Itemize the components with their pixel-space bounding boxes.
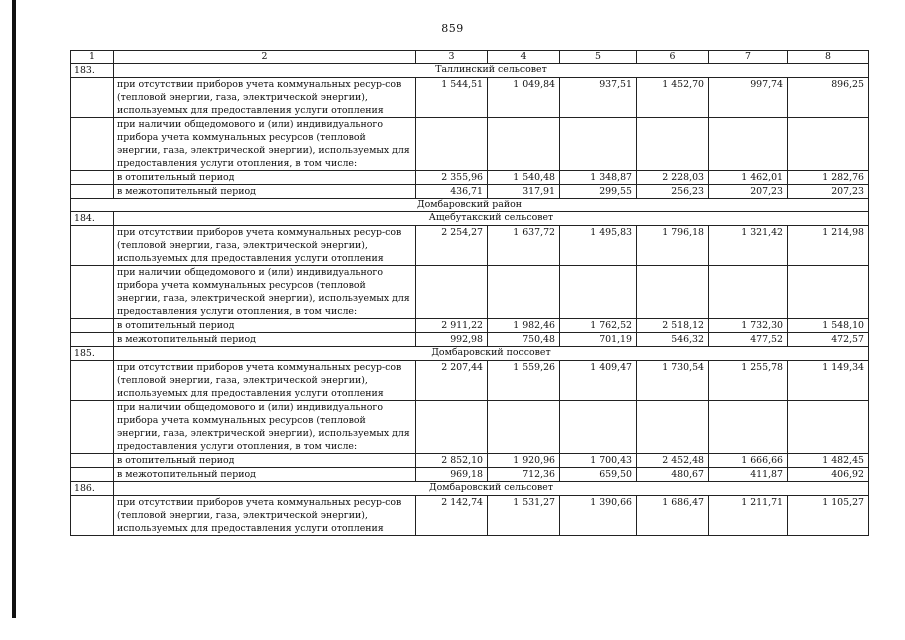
row-description: при отсутствии приборов учета коммунальных ресур-сов (тепловой энергии, газа, электрической энергии), используемых для предоставления услуги отопления	[114, 496, 416, 536]
value-cell	[488, 401, 560, 454]
value-cell: 1 211,71	[709, 496, 788, 536]
value-cell: 659,50	[560, 468, 637, 482]
value-cell: 1 730,54	[637, 361, 709, 401]
value-cell: 436,71	[416, 185, 488, 199]
value-cell: 1 214,98	[788, 226, 869, 266]
value-cell: 299,55	[560, 185, 637, 199]
value-cell: 712,36	[488, 468, 560, 482]
value-cell: 1 559,26	[488, 361, 560, 401]
value-cell: 2 911,22	[416, 319, 488, 333]
header-row	[71, 51, 869, 64]
row-description: в отопительный период	[114, 171, 416, 185]
row-description: при наличии общедомового и (или) индивидуального прибора учета коммунальных ресурсов (тепловой энергии, газа, электрической энергии), используемых для предоставления услуги отопления, в том числе:	[114, 401, 416, 454]
section-title: Таллинский сельсовет	[114, 64, 869, 78]
table-row	[71, 319, 869, 333]
value-cell: 2 452,48	[637, 454, 709, 468]
table-row	[71, 185, 869, 199]
column-header: 3	[416, 51, 488, 64]
value-cell: 896,25	[788, 78, 869, 118]
row-description: при отсутствии приборов учета коммунальных ресур-сов (тепловой энергии, газа, электрической энергии), используемых для предоставления услуги отопления	[114, 78, 416, 118]
value-cell: 1 732,30	[709, 319, 788, 333]
value-cell	[637, 118, 709, 171]
value-cell: 256,23	[637, 185, 709, 199]
row-description: в отопительный период	[114, 454, 416, 468]
row-index	[71, 361, 114, 401]
row-index	[71, 454, 114, 468]
value-cell	[416, 118, 488, 171]
value-cell	[560, 401, 637, 454]
row-index	[71, 226, 114, 266]
row-index: 184.	[71, 212, 114, 226]
value-cell: 406,92	[788, 468, 869, 482]
row-description: при наличии общедомового и (или) индивидуального прибора учета коммунальных ресурсов (тепловой энергии, газа, электрической энергии), используемых для предоставления услуги отопления, в том числе:	[114, 266, 416, 319]
column-header: 7	[709, 51, 788, 64]
value-cell: 1 700,43	[560, 454, 637, 468]
table-row	[71, 118, 869, 171]
row-index	[71, 319, 114, 333]
row-index: 183.	[71, 64, 114, 78]
value-cell: 207,23	[788, 185, 869, 199]
value-cell	[560, 118, 637, 171]
value-cell: 2 228,03	[637, 171, 709, 185]
value-cell: 1 348,87	[560, 171, 637, 185]
column-header: 8	[788, 51, 869, 64]
value-cell	[709, 118, 788, 171]
row-index	[71, 266, 114, 319]
value-cell: 1 666,66	[709, 454, 788, 468]
section-row	[71, 64, 869, 78]
table-row	[71, 361, 869, 401]
value-cell: 1 452,70	[637, 78, 709, 118]
row-index: 186.	[71, 482, 114, 496]
value-cell: 1 531,27	[488, 496, 560, 536]
value-cell: 1 255,78	[709, 361, 788, 401]
value-cell	[488, 266, 560, 319]
table-row	[71, 333, 869, 347]
row-index	[71, 468, 114, 482]
value-cell: 207,23	[709, 185, 788, 199]
district-row	[71, 199, 869, 212]
row-description: при отсутствии приборов учета коммунальных ресур-сов (тепловой энергии, газа, электрической энергии), используемых для предоставления услуги отопления	[114, 361, 416, 401]
row-description: в отопительный период	[114, 319, 416, 333]
value-cell	[416, 266, 488, 319]
row-index	[71, 78, 114, 118]
page-number: 859	[441, 22, 464, 35]
value-cell	[788, 266, 869, 319]
district-title: Домбаровский район	[71, 199, 869, 212]
table-row	[71, 226, 869, 266]
section-row	[71, 482, 869, 496]
value-cell: 1 686,47	[637, 496, 709, 536]
value-cell: 411,87	[709, 468, 788, 482]
table-row	[71, 171, 869, 185]
value-cell: 701,19	[560, 333, 637, 347]
value-cell: 937,51	[560, 78, 637, 118]
value-cell: 1 149,34	[788, 361, 869, 401]
value-cell: 546,32	[637, 333, 709, 347]
value-cell: 1 482,45	[788, 454, 869, 468]
value-cell: 2 355,96	[416, 171, 488, 185]
table-row	[71, 454, 869, 468]
tariff-table	[70, 50, 869, 536]
row-index	[71, 333, 114, 347]
value-cell: 477,52	[709, 333, 788, 347]
column-header: 6	[637, 51, 709, 64]
value-cell	[709, 401, 788, 454]
value-cell: 1 796,18	[637, 226, 709, 266]
left-margin-bar	[12, 0, 16, 618]
value-cell: 1 390,66	[560, 496, 637, 536]
value-cell: 1 462,01	[709, 171, 788, 185]
column-header: 4	[488, 51, 560, 64]
table-row	[71, 266, 869, 319]
value-cell: 1 409,47	[560, 361, 637, 401]
row-index	[71, 401, 114, 454]
value-cell	[637, 401, 709, 454]
value-cell	[488, 118, 560, 171]
value-cell: 2 207,44	[416, 361, 488, 401]
value-cell: 1 920,96	[488, 454, 560, 468]
value-cell: 1 637,72	[488, 226, 560, 266]
value-cell: 2 254,27	[416, 226, 488, 266]
row-description: при отсутствии приборов учета коммунальных ресур-сов (тепловой энергии, газа, электрической энергии), используемых для предоставления услуги отопления	[114, 226, 416, 266]
value-cell: 1 540,48	[488, 171, 560, 185]
value-cell	[788, 401, 869, 454]
value-cell	[560, 266, 637, 319]
value-cell: 750,48	[488, 333, 560, 347]
value-cell: 317,91	[488, 185, 560, 199]
value-cell: 1 762,52	[560, 319, 637, 333]
value-cell: 1 105,27	[788, 496, 869, 536]
value-cell: 1 321,42	[709, 226, 788, 266]
table-row	[71, 78, 869, 118]
value-cell	[709, 266, 788, 319]
row-index	[71, 171, 114, 185]
value-cell: 2 142,74	[416, 496, 488, 536]
table-body	[71, 51, 869, 536]
value-cell: 1 049,84	[488, 78, 560, 118]
value-cell	[416, 401, 488, 454]
column-header: 2	[114, 51, 416, 64]
value-cell: 1 495,83	[560, 226, 637, 266]
column-header: 5	[560, 51, 637, 64]
table-row	[71, 496, 869, 536]
section-title: Домбаровский сельсовет	[114, 482, 869, 496]
row-index	[71, 185, 114, 199]
value-cell: 472,57	[788, 333, 869, 347]
table-row	[71, 401, 869, 454]
value-cell: 992,98	[416, 333, 488, 347]
value-cell: 997,74	[709, 78, 788, 118]
column-header: 1	[71, 51, 114, 64]
row-index	[71, 118, 114, 171]
row-description: при наличии общедомового и (или) индивидуального прибора учета коммунальных ресурсов (тепловой энергии, газа, электрической энергии), используемых для предоставления услуги отопления, в том числе:	[114, 118, 416, 171]
value-cell: 2 852,10	[416, 454, 488, 468]
section-title: Ащебутакский сельсовет	[114, 212, 869, 226]
value-cell: 480,67	[637, 468, 709, 482]
section-title: Домбаровский поссовет	[114, 347, 869, 361]
row-index: 185.	[71, 347, 114, 361]
row-description: в межотопительный период	[114, 333, 416, 347]
value-cell: 1 282,76	[788, 171, 869, 185]
value-cell: 969,18	[416, 468, 488, 482]
row-description: в межотопительный период	[114, 185, 416, 199]
value-cell: 1 544,51	[416, 78, 488, 118]
table-row	[71, 468, 869, 482]
value-cell: 1 548,10	[788, 319, 869, 333]
row-index	[71, 496, 114, 536]
section-row	[71, 347, 869, 361]
value-cell	[637, 266, 709, 319]
row-description: в межотопительный период	[114, 468, 416, 482]
value-cell: 2 518,12	[637, 319, 709, 333]
value-cell	[788, 118, 869, 171]
section-row	[71, 212, 869, 226]
value-cell: 1 982,46	[488, 319, 560, 333]
